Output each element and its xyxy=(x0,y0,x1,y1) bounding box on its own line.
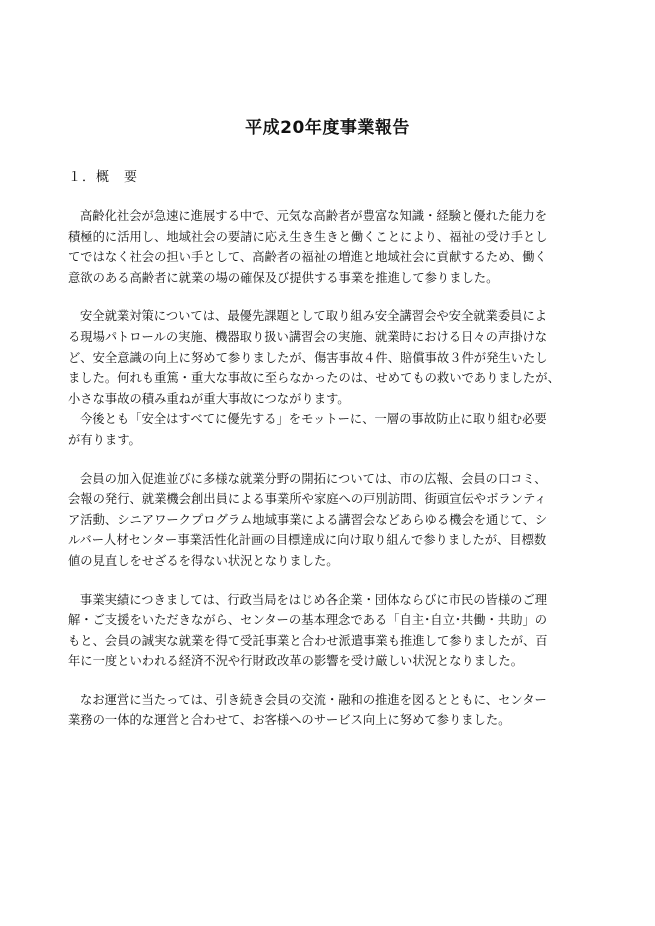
paragraph-membership xyxy=(68,469,588,572)
text-line: が有ります。 xyxy=(68,432,141,447)
text-line: ました。何れも重篤・重大な事故に至らなかったのは、せめてもの救いでありましたが、 xyxy=(68,371,560,386)
page-title: 平成20年度事業報告 xyxy=(245,118,410,138)
text-line: 値の見直しをせざるを得ない状況となりました。 xyxy=(68,553,339,568)
text-line: ど、安全意識の向上に努めて参りましたが、傷害事故４件、賠償事故３件が発生いたし xyxy=(68,350,548,365)
text-line: てではなく社会の担い手として、高齢者の福祉の増進と地域社会に貢献するため、働く xyxy=(68,250,547,265)
text-line: 業務の一体的な運営と合わせて、お客様へのサービス向上に努めて参りました。 xyxy=(68,713,511,728)
paragraph-overview xyxy=(68,206,588,288)
text-line: 会報の発行、就業機会創出員による事業所や家庭への戸別訪問、街頭宣伝やボランティ xyxy=(68,492,547,507)
text-line: 小さな事故の積み重ねが重大事故につながります。 xyxy=(68,391,350,406)
text-line: ルバー人材センター事業活性化計画の目標達成に向け取り組んで参りましたが、目標数 xyxy=(68,533,547,548)
text-line: 積極的に活用し、地域社会の要請に応え生き生きと働くことにより、福祉の受け手とし xyxy=(68,229,548,244)
text-line: なお運営に当たっては、引き続き会員の交流・融和の推進を図るとともに、センター xyxy=(80,692,547,707)
text-line: る現場パトロールの実施、機器取り扱い講習会の実施、就業時における日々の声掛けな xyxy=(68,329,548,344)
text-line: 高齢化社会が急速に進展する中で、元気な高齢者が豊富な知識・経験と優れた能力を xyxy=(80,209,548,223)
text-line: 意欲のある高齢者に就業の場の確保及び提供する事業を推進して参りました。 xyxy=(68,270,499,285)
document-body xyxy=(68,206,588,749)
text-line: もと、会員の誠実な就業を得て受託事業と合わせ派遣事業も推進して参りましたが、百 xyxy=(68,633,548,648)
text-line: 解・ご支援をいただきながら、センターの基本理念である「自主･自立･共働・共助」の xyxy=(68,613,548,628)
text-line: 今後とも「安全はすべてに優先する」をモットーに、一層の事故防止に取り組む必要 xyxy=(80,412,547,427)
text-line: 会員の加入促進並びに多様な就業分野の開拓については、市の広報、会員の口コミ、 xyxy=(80,471,547,486)
paragraph-safety-motto xyxy=(68,409,588,450)
text-line: ア活動、シニアワークプログラム地域事業による講習会などあらゆる機会を通じて、シ xyxy=(68,512,548,527)
text-line: 安全就業対策については、最優先課題として取り組み安全講習会や安全就業委員によ xyxy=(80,309,548,324)
paragraph-operations xyxy=(68,690,588,731)
text-line: 年に一度といわれる経済不況や行財政改革の影響を受け厳しい状況となりました。 xyxy=(68,654,523,669)
paragraph-results xyxy=(68,590,588,672)
paragraph-safety xyxy=(68,306,588,409)
text-line: 事業実績につきましては、行政当局をはじめ各企業・団体ならびに市民の皆様のご理 xyxy=(80,592,548,607)
section-heading: １．概 要 xyxy=(68,170,139,185)
